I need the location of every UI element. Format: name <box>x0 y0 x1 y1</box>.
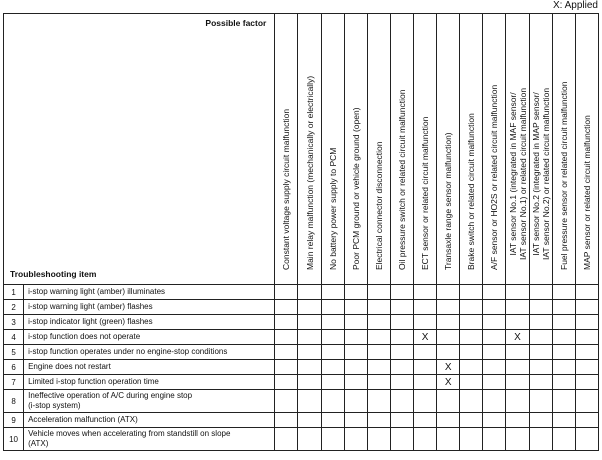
factor-header-5 <box>367 14 390 285</box>
applied-cell <box>552 315 575 330</box>
applied-cell <box>390 375 413 390</box>
applied-cell <box>483 345 506 360</box>
applied-cell <box>367 285 390 300</box>
factor-label: MAP sensor or related circuit malfunction <box>581 115 592 270</box>
applied-cell <box>529 300 552 315</box>
applied-cell <box>506 360 529 375</box>
factor-header-12 <box>529 14 552 285</box>
factor-header-14 <box>575 14 598 285</box>
applied-cell <box>414 390 437 413</box>
item-label: i-stop function operates under no engine-stop conditions <box>24 345 275 360</box>
applied-cell <box>414 428 437 451</box>
applied-cell <box>575 428 598 451</box>
header-corner <box>4 14 275 285</box>
applied-cell <box>367 428 390 451</box>
applied-cell <box>414 375 437 390</box>
applied-cell <box>390 413 413 428</box>
applied-cell <box>390 300 413 315</box>
applied-cell <box>390 315 413 330</box>
applied-cell <box>552 330 575 345</box>
applied-cell <box>483 285 506 300</box>
applied-cell <box>414 300 437 315</box>
applied-cell <box>575 360 598 375</box>
item-label: Engine does not restart <box>24 360 275 375</box>
applied-cell <box>506 390 529 413</box>
applied-cell <box>437 285 460 300</box>
applied-cell <box>275 330 298 345</box>
applied-cell <box>298 330 321 345</box>
item-number: 6 <box>4 360 24 375</box>
factor-label: ECT sensor or related circuit malfunction <box>420 116 431 270</box>
applied-cell <box>298 300 321 315</box>
factor-header-8 <box>437 14 460 285</box>
applied-cell <box>321 375 344 390</box>
applied-cell <box>344 375 367 390</box>
factor-label: Brake switch or related circuit malfunction <box>466 113 477 270</box>
applied-cell <box>414 315 437 330</box>
item-label: Ineffective operation of A/C during engine stop (i-stop system) <box>24 390 275 413</box>
item-label: i-stop warning light (amber) flashes <box>24 300 275 315</box>
factor-header-4 <box>344 14 367 285</box>
item-number: 1 <box>4 285 24 300</box>
applied-cell <box>275 428 298 451</box>
item-number: 7 <box>4 375 24 390</box>
item-number: 4 <box>4 330 24 345</box>
applied-cell <box>460 360 483 375</box>
applied-cell <box>575 345 598 360</box>
applied-cell <box>437 345 460 360</box>
applied-cell <box>483 428 506 451</box>
table-row <box>4 390 599 413</box>
applied-cell <box>552 375 575 390</box>
applied-cell <box>483 330 506 345</box>
applied-cell <box>437 315 460 330</box>
factor-header-13 <box>552 14 575 285</box>
applied-cell <box>321 300 344 315</box>
item-number: 3 <box>4 315 24 330</box>
applied-cell <box>344 285 367 300</box>
applied-cell <box>552 413 575 428</box>
applied-cell <box>367 315 390 330</box>
factor-label: Constant voltage supply circuit malfunction <box>281 108 292 270</box>
applied-cell <box>575 330 598 345</box>
applied-cell <box>367 345 390 360</box>
applied-cell <box>529 285 552 300</box>
applied-cell <box>298 345 321 360</box>
factor-header-6 <box>390 14 413 285</box>
applied-cell <box>552 285 575 300</box>
factor-header-2 <box>298 14 321 285</box>
applied-cell <box>552 345 575 360</box>
applied-cell <box>390 330 413 345</box>
applied-cell <box>460 375 483 390</box>
applied-cell <box>390 360 413 375</box>
applied-cell <box>529 428 552 451</box>
item-label: Limited i-stop function operation time <box>24 375 275 390</box>
applied-cell <box>575 285 598 300</box>
applied-cell: X <box>506 330 529 345</box>
applied-cell <box>529 375 552 390</box>
applied-cell <box>367 330 390 345</box>
factor-header-10 <box>483 14 506 285</box>
applied-cell <box>529 315 552 330</box>
applied-cell <box>298 360 321 375</box>
applied-cell <box>344 315 367 330</box>
applied-cell <box>437 330 460 345</box>
applied-cell <box>506 375 529 390</box>
applied-cell <box>552 390 575 413</box>
applied-cell <box>437 390 460 413</box>
applied-cell <box>460 285 483 300</box>
applied-cell: X <box>437 375 460 390</box>
applied-cell: X <box>437 360 460 375</box>
troubleshooting-table <box>3 13 599 451</box>
applied-cell <box>414 413 437 428</box>
applied-cell <box>298 428 321 451</box>
applied-cell <box>275 375 298 390</box>
applied-cell <box>506 315 529 330</box>
applied-cell <box>506 345 529 360</box>
applied-cell <box>552 300 575 315</box>
applied-cell <box>298 413 321 428</box>
applied-cell <box>344 390 367 413</box>
table-row <box>4 360 599 375</box>
applied-cell <box>367 300 390 315</box>
factor-label: Oil pressure switch or related circuit malfunction <box>396 89 407 270</box>
applied-cell <box>298 390 321 413</box>
applied-cell <box>552 360 575 375</box>
factor-label: Poor PCM ground or vehicle ground (open) <box>350 107 361 270</box>
applied-cell <box>275 285 298 300</box>
applied-cell <box>460 345 483 360</box>
applied-cell <box>414 285 437 300</box>
applied-cell <box>437 300 460 315</box>
applied-cell <box>483 390 506 413</box>
item-number: 5 <box>4 345 24 360</box>
applied-cell <box>460 300 483 315</box>
applied-cell <box>483 360 506 375</box>
applied-cell <box>321 413 344 428</box>
applied-cell <box>390 390 413 413</box>
applied-cell <box>529 345 552 360</box>
troubleshooting-item-heading: Troubleshooting item <box>10 269 97 279</box>
applied-cell <box>321 285 344 300</box>
factor-label: Main relay malfunction (mechanically or electrically) <box>304 75 315 270</box>
applied-cell <box>575 300 598 315</box>
applied-cell <box>529 330 552 345</box>
item-number: 10 <box>4 428 24 451</box>
applied-cell <box>506 413 529 428</box>
applied-cell <box>321 315 344 330</box>
item-number: 9 <box>4 413 24 428</box>
applied-cell <box>483 300 506 315</box>
applied-cell <box>529 390 552 413</box>
applied-cell <box>552 428 575 451</box>
applied-cell <box>575 413 598 428</box>
legend-applied: X: Applied <box>552 0 598 11</box>
applied-cell: X <box>414 330 437 345</box>
item-label: Vehicle moves when accelerating from standstill on slope (ATX) <box>24 428 275 451</box>
header-row <box>4 14 599 285</box>
applied-cell <box>321 428 344 451</box>
item-label: Acceleration malfunction (ATX) <box>24 413 275 428</box>
factor-header-9 <box>460 14 483 285</box>
applied-cell <box>344 413 367 428</box>
applied-cell <box>460 390 483 413</box>
applied-cell <box>367 360 390 375</box>
applied-cell <box>414 345 437 360</box>
applied-cell <box>344 300 367 315</box>
applied-cell <box>390 345 413 360</box>
applied-cell <box>367 413 390 428</box>
item-number: 2 <box>4 300 24 315</box>
applied-cell <box>575 315 598 330</box>
applied-cell <box>460 315 483 330</box>
applied-cell <box>321 360 344 375</box>
factor-label: Transaxle range sensor malfunction) <box>443 132 454 270</box>
factor-header-1 <box>275 14 298 285</box>
applied-cell <box>344 360 367 375</box>
factor-label: Electrical connector disconnection <box>373 141 384 270</box>
applied-cell <box>483 375 506 390</box>
factor-header-11 <box>506 14 529 285</box>
applied-cell <box>575 390 598 413</box>
applied-cell <box>321 390 344 413</box>
applied-cell <box>483 413 506 428</box>
factor-label: IAT sensor No.2 (integrated in MAP sensor/ IAT sensor No.2) or related circuit malfunction <box>530 87 551 260</box>
applied-cell <box>390 285 413 300</box>
item-label: i-stop warning light (amber) illuminates <box>24 285 275 300</box>
factor-label: No battery power supply to PCM <box>327 147 338 270</box>
table-row <box>4 345 599 360</box>
table-row <box>4 330 599 345</box>
applied-cell <box>575 375 598 390</box>
applied-cell <box>298 285 321 300</box>
applied-cell <box>390 428 413 451</box>
applied-cell <box>298 375 321 390</box>
applied-cell <box>529 360 552 375</box>
applied-cell <box>298 315 321 330</box>
table-row <box>4 413 599 428</box>
applied-cell <box>506 285 529 300</box>
applied-cell <box>321 345 344 360</box>
item-number: 8 <box>4 390 24 413</box>
applied-cell <box>275 360 298 375</box>
factor-header-3 <box>321 14 344 285</box>
applied-cell <box>437 428 460 451</box>
applied-cell <box>414 360 437 375</box>
applied-cell <box>275 413 298 428</box>
applied-cell <box>367 375 390 390</box>
applied-cell <box>275 390 298 413</box>
table-row <box>4 285 599 300</box>
item-label: i-stop indicator light (green) flashes <box>24 315 275 330</box>
applied-cell <box>275 300 298 315</box>
applied-cell <box>437 413 460 428</box>
applied-cell <box>506 300 529 315</box>
applied-cell <box>275 315 298 330</box>
applied-cell <box>344 428 367 451</box>
applied-cell <box>460 413 483 428</box>
factor-label: A/F sensor or HO2S or related circuit malfunction <box>489 84 500 270</box>
possible-factor-heading: Possible factor <box>205 18 267 28</box>
applied-cell <box>367 390 390 413</box>
applied-cell <box>483 315 506 330</box>
table-row <box>4 375 599 390</box>
applied-cell <box>344 330 367 345</box>
applied-cell <box>321 330 344 345</box>
applied-cell <box>529 413 552 428</box>
applied-cell <box>275 345 298 360</box>
factor-header-7 <box>414 14 437 285</box>
applied-cell <box>506 428 529 451</box>
applied-cell <box>344 345 367 360</box>
factor-label: IAT sensor No.1 (integrated in MAF sensor/ IAT sensor No.1) or related circuit malfunction <box>507 87 528 260</box>
table-row <box>4 315 599 330</box>
applied-cell <box>460 330 483 345</box>
item-label: i-stop function does not operate <box>24 330 275 345</box>
applied-cell <box>460 428 483 451</box>
factor-label: Fuel pressure sensor or related circuit malfunction <box>558 81 569 270</box>
table-row <box>4 300 599 315</box>
table-row <box>4 428 599 451</box>
